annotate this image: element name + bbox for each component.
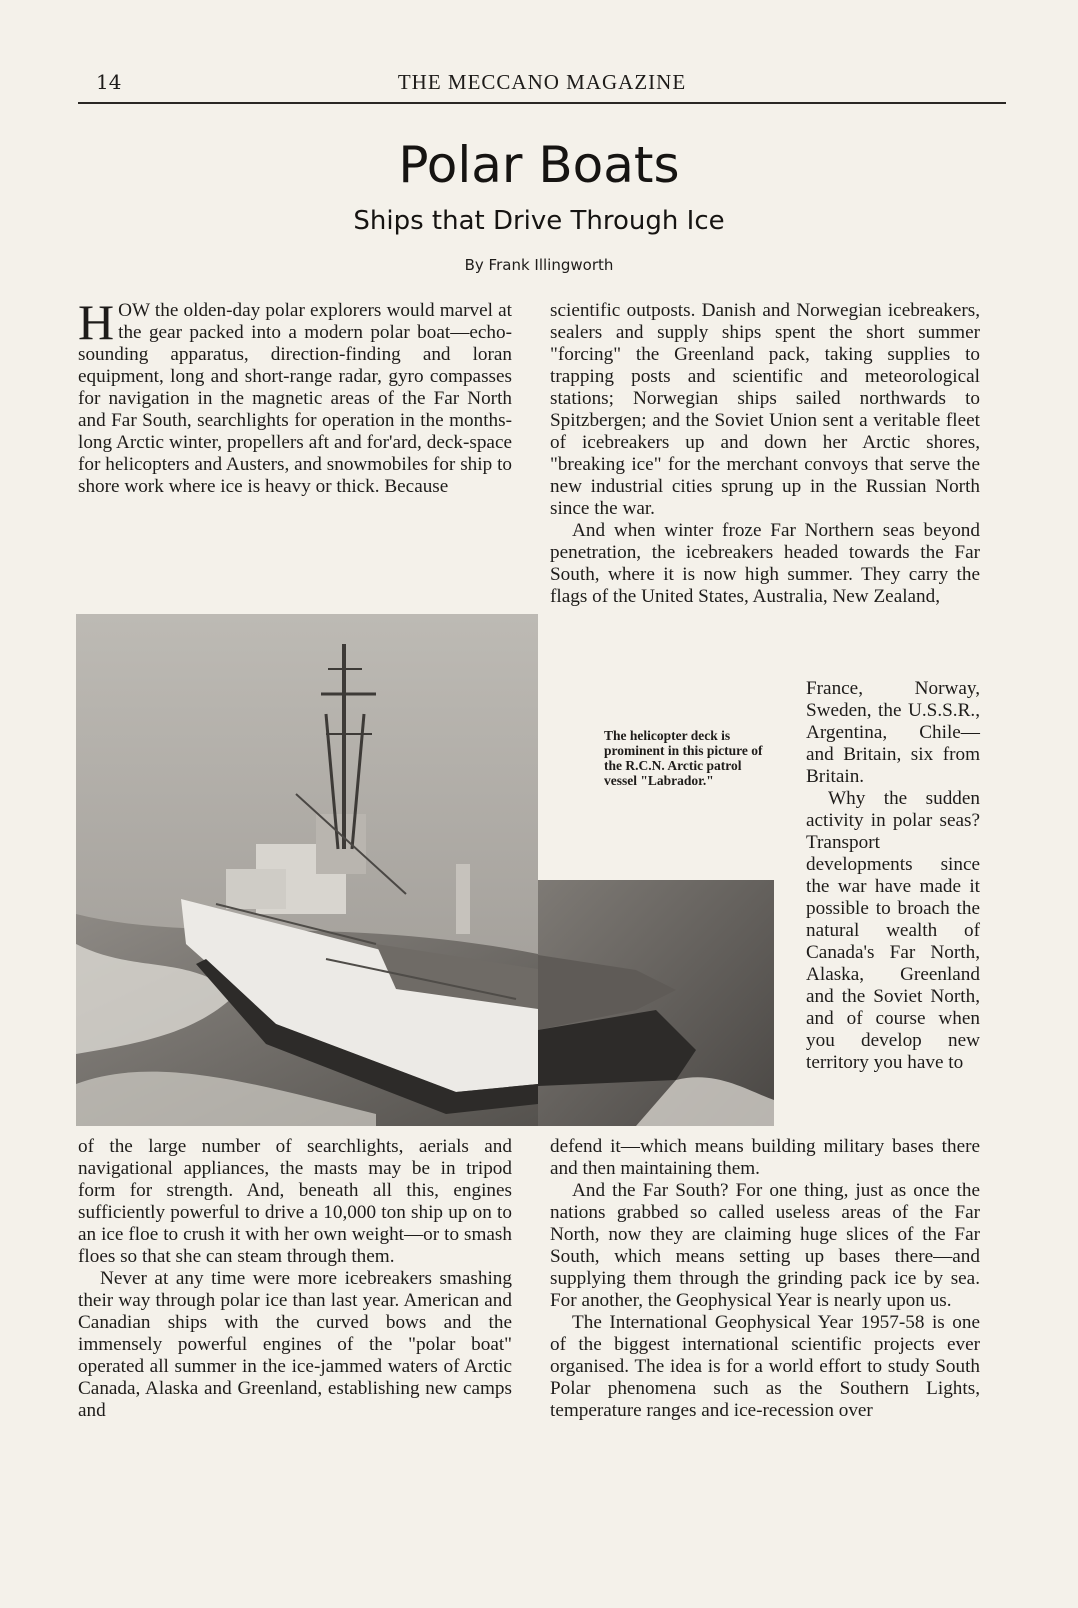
page-number: 14	[96, 70, 122, 94]
article-subtitle: Ships that Drive Through Ice	[353, 206, 725, 236]
magazine-title: THE MECCANO MAGAZINE	[397, 70, 687, 94]
right-column-bottom	[550, 1136, 980, 1422]
paragraph: of the large number of searchlights, aerials and navigational appliances, the masts may be in tripod form for strength. And, beneath all this, engines sufficiently powerful to drive a 10,000 ton ship up on to an ice floe to crush it with her own weight—or to smash floes so that she can steam through them.	[78, 1136, 512, 1267]
article-title: Polar Boats	[398, 136, 680, 194]
page-header	[78, 66, 1006, 104]
left-column-bottom	[78, 1136, 512, 1422]
right-column-top	[550, 300, 980, 608]
opening-paragraph: OW the olden-day polar explorers would marvel at the gear packed into a modern polar boat—echo-sounding apparatus, direction-finding and loran equipment, long and short-range radar, gyro compasses for navigation in the magnetic areas of the Far North and Far South, searchlights for operation in the months-long Arctic winter, propellers aft and for'ard, deck-space for helicopters and Austers, and snowmobiles for ship to shore work where ice is heavy or thick. Because	[78, 300, 512, 497]
paragraph: defend it—which means building military bases there and then maintaining them.	[550, 1136, 980, 1179]
right-column-narrow	[806, 678, 980, 1074]
paragraph: scientific outposts. Danish and Norwegian icebreakers, sealers and supply ships spent the short summer "forcing" the Greenland pack, taking supplies to trapping posts and scientific and meteorological stations; Norwegian ships sailed northwards to Spitzbergen; and the Soviet Union sent a veritable fleet of icebreakers up and down her Arctic shores, "breaking ice" for the merchant convoys that serve the new industrial cities sprung up in the Russian North since the war.	[550, 300, 980, 519]
paragraph: The International Geophysical Year 1957-58 is one of the biggest international scientific projects ever organised. The idea is for a world effort to study South Polar phenomena such as the Southern Lights, temperature ranges and ice-recession over	[550, 1312, 980, 1421]
paragraph: Why the sudden activity in polar seas? Transport developments since the war have made it possible to broach the natural wealth of Canada's Far North, Alaska, Greenland and the Soviet North, and of course when you develop new territory you have to	[806, 788, 980, 1073]
left-column-top	[78, 294, 512, 498]
photo-caption: The helicopter deck is prominent in this picture of the R.C.N. Arctic patrol vessel "Labrador."	[604, 728, 763, 788]
paragraph: Never at any time were more icebreakers smashing their way through polar ice than last year. American and Canadian ships with the curved bows and the immensely powerful engines of the "polar boat" operated all summer in the ice-jammed waters of Arctic Canada, Alaska and Greenland, establishing new camps and	[78, 1268, 512, 1421]
paragraph: And the Far South? For one thing, just as once the nations grabbed so called useless areas of the Far North, now they are claiming huge slices of the Far South, which means setting up bases there—and supplying them through the grinding pack ice by sea. For another, the Geophysical Year is nearly upon us.	[550, 1180, 980, 1311]
ship-photo	[76, 614, 538, 1126]
drop-cap: H	[78, 294, 115, 350]
paragraph: And when winter froze Far Northern seas beyond penetration, the icebreakers headed towards the Far South, where it is now high summer. They carry the flags of the United States, Australia, New Zealand,	[550, 520, 980, 607]
article-byline: By Frank Illingworth	[464, 256, 614, 274]
paragraph: France, Norway, Sweden, the U.S.S.R., Argentina, Chile—and Britain, six from Britain.	[806, 678, 980, 787]
